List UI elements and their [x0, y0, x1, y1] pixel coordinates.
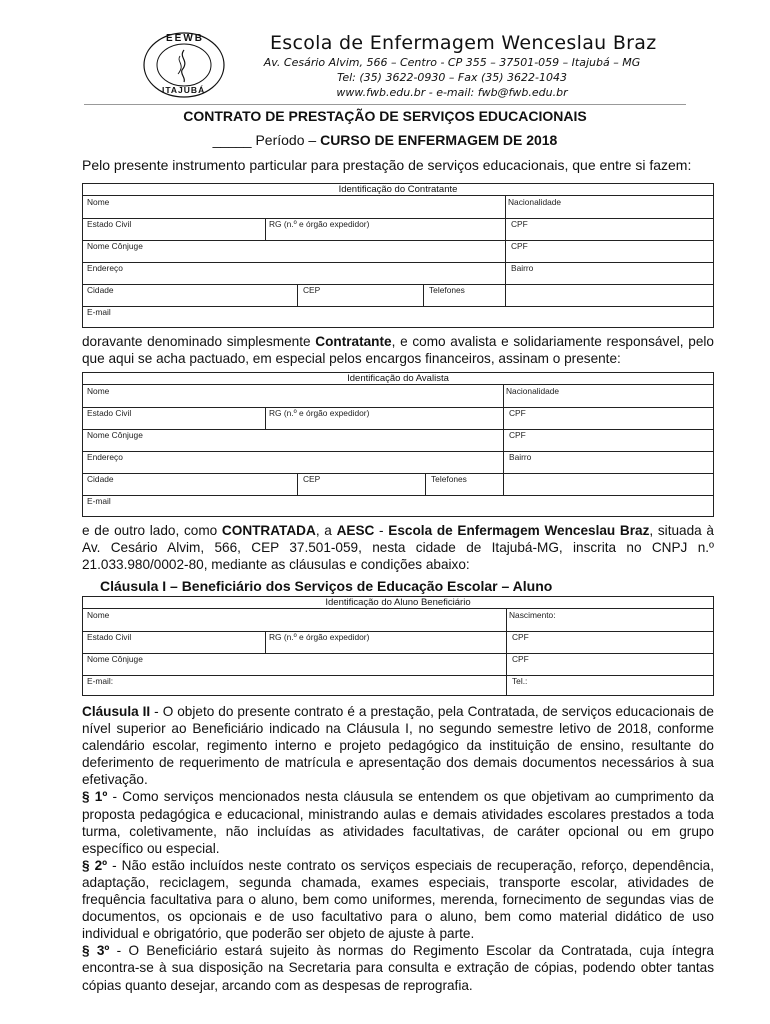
logo-text-bottom: ITAJUBÁ — [162, 85, 206, 95]
field-rg[interactable]: RG (n.º e órgão expedidor) — [269, 408, 370, 418]
contratante-box-title: Identificação do Contratante — [338, 184, 458, 195]
field-endereco[interactable]: Endereço — [87, 263, 123, 273]
field-cidade[interactable]: Cidade — [87, 474, 114, 484]
clause1-title: Cláusula I – Beneficiário dos Serviços de Educação Escolar – Aluno — [100, 578, 553, 594]
field-email[interactable]: E-mail — [87, 496, 111, 506]
aluno-box — [82, 596, 714, 696]
contratante-term: Contratante — [315, 334, 392, 349]
school-phone: Tel: (35) 3622-0930 – Fax (35) 3622-1043 — [336, 71, 568, 84]
field-cep[interactable]: CEP — [303, 285, 321, 295]
field-cpf-conjuge[interactable]: CPF — [512, 654, 529, 664]
field-nome-conjuge[interactable]: Nome Cônjuge — [87, 654, 143, 664]
contratada-paragraph: e de outro lado, como CONTRATADA, a AESC - Escola de Enfermagem Wenceslau Braz, situada à Av. Cesário Alvim, 566, CEP 37.501-059, nesta cidade de Itajubá-MG, inscrita no CNPJ n.º 21.033.980/0002-80, mediante as cláusulas e condições abaixo: — [82, 523, 714, 572]
field-cpf[interactable]: CPF — [511, 219, 528, 229]
aluno-box-title: Identificação do Aluno Beneficiário — [325, 597, 471, 608]
field-nacionalidade[interactable]: Nacionalidade — [506, 386, 560, 396]
field-nome[interactable]: Nome — [87, 386, 110, 396]
field-email[interactable]: E-mail — [87, 307, 111, 317]
clause2-paragraph: Cláusula II - O objeto do presente contrato é a prestação, pela Contratada, de serviços educacionais de nível superior ao Beneficiário indicado na Cláusula I, no segundo semestre letivo de 2018, conforme calendário escolar, regimento interno e projeto pedagógico da instituição de ensino, resultante do deferimento de requerimento de matrícula e apresentação dos demais documentos necessários à sua efetivação. — [82, 704, 714, 788]
field-endereco[interactable]: Endereço — [87, 452, 123, 462]
field-cep[interactable]: CEP — [303, 474, 321, 484]
field-rg[interactable]: RG (n.º e órgão expedidor) — [269, 632, 370, 642]
header-divider — [84, 104, 686, 105]
field-cpf[interactable]: CPF — [509, 408, 526, 418]
field-cpf[interactable]: CPF — [512, 632, 529, 642]
field-tel[interactable]: Tel.: — [512, 676, 528, 686]
contratante-box — [82, 183, 714, 328]
field-nome[interactable]: Nome — [87, 197, 110, 207]
field-bairro[interactable]: Bairro — [509, 452, 532, 462]
period-label: Período – — [255, 132, 317, 148]
field-nome-conjuge[interactable]: Nome Cônjuge — [87, 430, 143, 440]
field-cpf-conjuge[interactable]: CPF — [511, 241, 528, 251]
contract-clauses — [82, 703, 714, 994]
section3-paragraph: § 3º - O Beneficiário estará sujeito às normas do Regimento Escolar da Contratada, cuja íntegra encontra-se à sua disposição na Secretaria para consulta e extração de cópias, podendo obter tantas cópias quanto desejar, arcando com as despesas de reprografia. — [82, 943, 714, 993]
field-cidade[interactable]: Cidade — [87, 285, 114, 295]
school-address: Av. Cesário Alvim, 566 – Centro - CP 355 – 37501-059 – Itajubá – MG — [263, 56, 641, 69]
period-blank: _____ — [212, 132, 252, 148]
school-name: Escola de Enfermagem Wenceslau Braz — [270, 32, 657, 54]
field-nome[interactable]: Nome — [87, 610, 110, 620]
field-nacionalidade[interactable]: Nacionalidade — [508, 197, 562, 207]
field-cpf-conjuge[interactable]: CPF — [509, 430, 526, 440]
field-estado-civil[interactable]: Estado Civil — [87, 408, 132, 418]
section2-paragraph: § 2º - Não estão incluídos neste contrato os serviços especiais de recuperação, reforço, dependência, adaptação, reciclagem, segunda chamada, exames especiais, transporte escolar, atividades de frequência facultativa para o aluno, bem como uniformes, merenda, fornecimento de segundas vias de documentos, os opcionais e de uso facultativo para o aluno, bem como material didático de uso individual e obrigatório, que poderão ser objeto de ajuste à parte. — [82, 857, 714, 942]
field-email[interactable]: E-mail: — [87, 676, 114, 686]
school-web: www.fwb.edu.br - e-mail: fwb@fwb.edu.br — [336, 86, 568, 99]
avalista-box-title: Identificação do Avalista — [347, 373, 449, 384]
field-nascimento[interactable]: Nascimento: — [509, 610, 556, 620]
period-line — [0, 132, 770, 148]
field-estado-civil[interactable]: Estado Civil — [87, 219, 132, 229]
course-name: CURSO DE ENFERMAGEM DE 2018 — [320, 132, 558, 148]
section1-paragraph: § 1º - Como serviços mencionados nesta cláusula se entendem os que objetivam ao cumprimento da proposta pedagógica e educacional, ministrando aulas e demais atividades escolares prestados a toda turma, coletivamente, não incluídas as atividades facultativas, de caráter opcional ou em grupo específico ou especial. — [82, 789, 714, 856]
intro-paragraph: Pelo presente instrumento particular para prestação de serviços educacionais, que entre si fazem: — [82, 157, 692, 173]
field-rg[interactable]: RG (n.º e órgão expedidor) — [269, 219, 370, 229]
contratante-paragraph: doravante denominado simplesmente Contratante, e como avalista e solidariamente responsável, pelo que aqui se acha pactuado, em especial pelos encargos financeiros, assinam o presente: — [82, 334, 714, 366]
school-logo — [140, 30, 228, 100]
field-nome-conjuge[interactable]: Nome Cônjuge — [87, 241, 143, 251]
field-estado-civil[interactable]: Estado Civil — [87, 632, 132, 642]
field-bairro[interactable]: Bairro — [511, 263, 534, 273]
avalista-box — [82, 372, 714, 517]
logo-text-top: EEWB — [166, 33, 204, 44]
field-telefones[interactable]: Telefones — [431, 474, 467, 484]
document-title: CONTRATO DE PRESTAÇÃO DE SERVIÇOS EDUCACIONAIS — [183, 108, 587, 124]
field-telefones[interactable]: Telefones — [429, 285, 465, 295]
